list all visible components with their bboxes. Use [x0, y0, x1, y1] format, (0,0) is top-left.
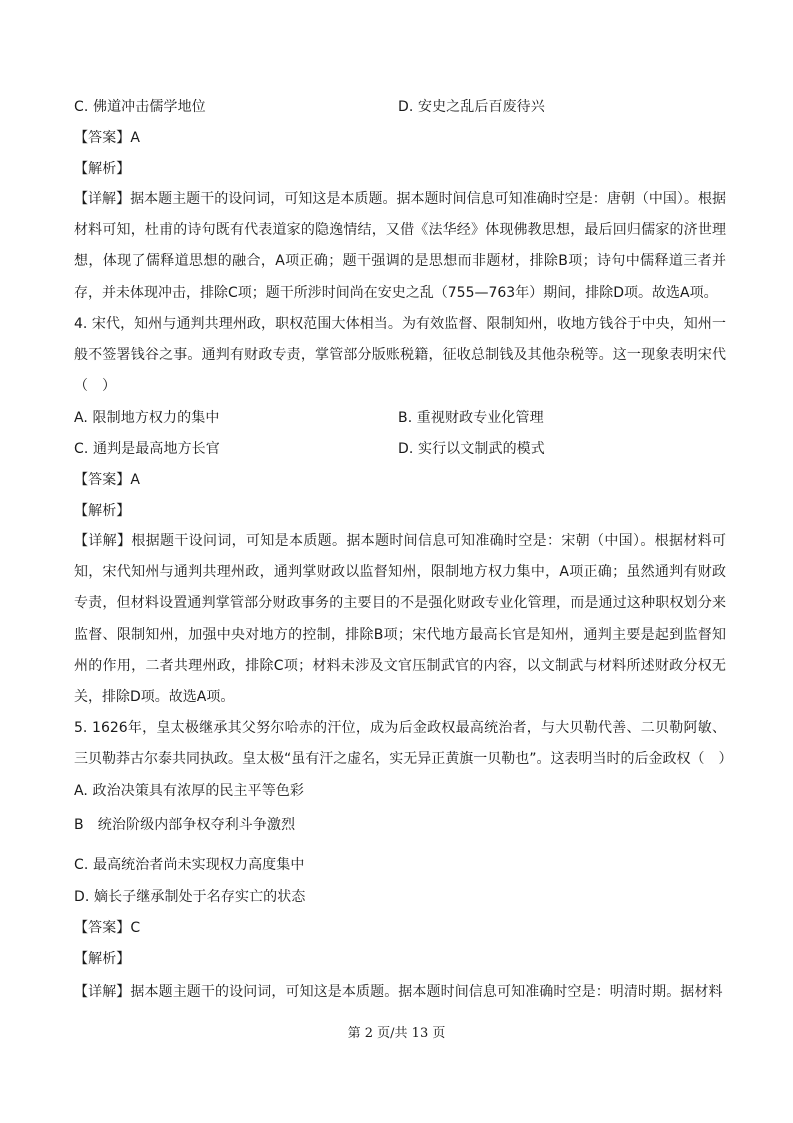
q4-stem: 4. 宋代，知州与通判共理州政，职权范围大体相当。为有效监督、限制知州，收地方钱谷于中央，知州一般不签署钱谷之事。通判有财政专责，掌管部分版账税籍，征收总制钱及其他杂税等。这一现象表明宋代（ ） — [74, 316, 726, 395]
q5-option-d: D. 嫡长子继承制处于名存实亡的状态 — [74, 889, 306, 905]
q5-answer: 【答案】C — [74, 920, 141, 936]
q3-analysis-label: 【解析】 — [74, 161, 131, 177]
q3-option-c: C. 佛道冲击儒学地位 — [74, 99, 206, 115]
q5-option-c: C. 最高统治者尚未实现权力高度集中 — [74, 857, 305, 873]
q4-answer: 【答案】A — [74, 472, 141, 488]
q3-answer: 【答案】A — [74, 130, 141, 146]
q5-detail: 【详解】据本题主题干的设问词，可知这是本质题。据本题时间信息可知准确时空是：明清时期。据材料 — [74, 984, 723, 1000]
q5-option-b: B 统治阶级内部争权夺利斗争激烈 — [74, 817, 296, 833]
q4-analysis-label: 【解析】 — [74, 503, 131, 519]
q4-option-b: B. 重视财政专业化管理 — [398, 410, 544, 426]
q3-option-d: D. 安史之乱后百废待兴 — [398, 99, 545, 115]
q5-option-a: A. 政治决策具有浓厚的民主平等色彩 — [74, 783, 305, 799]
page-footer: 第 2 页/共 13 页 — [347, 1026, 446, 1041]
q5-stem: 5. 1626年，皇太极继承其父努尔哈赤的汗位，成为后金政权最高统治者，与大贝勒代善、二贝勒阿敏、三贝勒莽古尔泰共同执政。皇太极“虽有汗之虚名，实无异正黄旗一贝勒也”。这表明当时的后金政权（ ） — [74, 720, 733, 768]
q4-option-d: D. 实行以文制武的模式 — [398, 441, 545, 457]
q3-detail: 【详解】据本题主题干的设问词，可知这是本质题。据本题时间信息可知准确时空是：唐朝（中国）。根据材料可知，杜甫的诗句既有代表道家的隐逸情结，又借《法华经》体现佛教思想，最后回归儒家的济世理想，体现了儒释道思想的融合，A项正确；题干强调的是思想而非题材，排除B项；诗句中儒释道三者并存，并未体现冲击，排除C项；题干所涉时间尚在安史之乱（755—763年）期间，排除D项。故选A项。 — [74, 191, 726, 301]
q4-option-c: C. 通判是最高地方长官 — [74, 441, 220, 457]
q5-analysis-label: 【解析】 — [74, 951, 131, 967]
q4-option-a: A. 限制地方权力的集中 — [74, 410, 220, 426]
q4-detail: 【详解】根据题干设问词，可知是本质题。据本题时间信息可知准确时空是：宋朝（中国）。根据材料可知，宋代知州与通判共理州政，通判掌财政以监督知州，限制地方权力集中，A项正确；虽然通判有财政专责，但材料设置通判掌管部分财政事务的主要目的不是强化财政专业化管理，而是通过这种职权划分来监督、限制知州，加强中央对地方的控制，排除B项；宋代地方最高长官是知州，通判主要是起到监督知州的作用，二者共理州政，排除C项；材料未涉及文官压制武官的内容，以文制武与材料所述财政分权无关，排除D项。故选A项。 — [74, 533, 726, 706]
